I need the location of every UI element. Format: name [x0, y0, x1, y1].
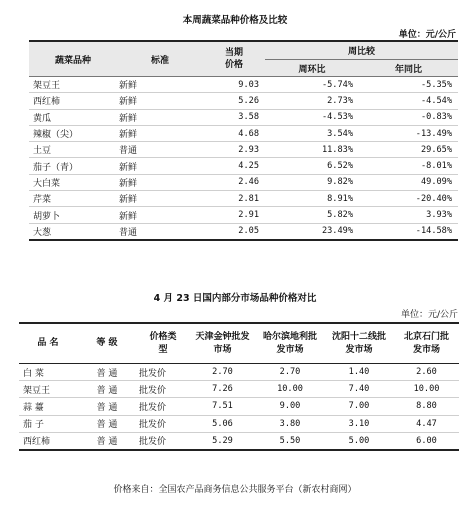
yoy-cell: 3.93%: [359, 207, 458, 223]
yoy-cell: -5.35%: [359, 77, 458, 93]
standard-cell: 新鲜: [117, 125, 203, 141]
table-row: [29, 93, 458, 109]
mom-cell: 11.83%: [265, 142, 359, 158]
beijing-price: 10.00: [394, 381, 459, 398]
table-row: [19, 398, 459, 415]
harbin-price: 10.00: [256, 381, 324, 398]
header-price: 当期 价格: [203, 41, 265, 77]
header-standard: 标准: [117, 41, 203, 77]
price-cell: 2.05: [203, 223, 265, 240]
table-row: [19, 432, 459, 450]
harbin-price: 3.80: [256, 415, 324, 432]
yoy-cell: -13.49%: [359, 125, 458, 141]
harbin-price: 9.00: [256, 398, 324, 415]
table-row: [29, 109, 458, 125]
standard-cell: 新鲜: [117, 109, 203, 125]
grade-cell: 普 通: [77, 364, 137, 381]
shenyang-price: 1.40: [324, 364, 394, 381]
harbin-price: 2.70: [256, 364, 324, 381]
price-cell: 5.26: [203, 93, 265, 109]
table-row: [19, 381, 459, 398]
header-mom: 周环比: [265, 60, 359, 77]
header-beijing-market: 北京石门批发市场: [394, 323, 459, 364]
header-product: 品 名: [19, 323, 77, 364]
grade-cell: 普 通: [77, 415, 137, 432]
shenyang-price: 3.10: [324, 415, 394, 432]
price-type-cell: 批发价: [137, 432, 189, 450]
beijing-price: 6.00: [394, 432, 459, 450]
table-row: [29, 191, 458, 207]
vegetable-name: 土豆: [29, 142, 117, 158]
table2-unit: 单位：元/公斤: [400, 310, 458, 320]
tianjin-price: 7.26: [189, 381, 256, 398]
beijing-price: 4.47: [394, 415, 459, 432]
vegetable-name: 架豆王: [29, 77, 117, 93]
table-row: [29, 77, 458, 93]
harbin-price: 5.50: [256, 432, 324, 450]
grade-cell: 普 通: [77, 432, 137, 450]
grade-cell: 普 通: [77, 398, 137, 415]
standard-cell: 新鲜: [117, 207, 203, 223]
table-row: [29, 142, 458, 158]
tianjin-price: 2.70: [189, 364, 256, 381]
table1-title: 本周蔬菜品种价格及比较: [182, 15, 288, 26]
header-yoy: 年同比: [359, 60, 458, 77]
header-vegetable: 蔬菜品种: [29, 41, 117, 77]
yoy-cell: -14.58%: [359, 223, 458, 240]
mom-cell: -4.53%: [265, 109, 359, 125]
product-name: 西红柿: [19, 432, 77, 450]
standard-cell: 新鲜: [117, 93, 203, 109]
mom-cell: 8.91%: [265, 191, 359, 207]
standard-cell: 新鲜: [117, 158, 203, 174]
price-cell: 4.25: [203, 158, 265, 174]
price-cell: 4.68: [203, 125, 265, 141]
mom-cell: 3.54%: [265, 125, 359, 141]
vegetable-name: 芹菜: [29, 191, 117, 207]
mom-cell: -5.74%: [265, 77, 359, 93]
tianjin-price: 5.06: [189, 415, 256, 432]
mom-cell: 9.82%: [265, 174, 359, 190]
vegetable-name: 黄瓜: [29, 109, 117, 125]
source-note: 价格来自：全国农产品商务信息公共服务平台（新农村商网）: [113, 485, 357, 495]
price-cell: 2.93: [203, 142, 265, 158]
table-row: [29, 174, 458, 190]
standard-cell: 新鲜: [117, 77, 203, 93]
header-grade: 等 级: [77, 323, 137, 364]
shenyang-price: 5.00: [324, 432, 394, 450]
price-type-cell: 批发价: [137, 364, 189, 381]
standard-cell: 普通: [117, 223, 203, 240]
vegetable-name: 胡萝卜: [29, 207, 117, 223]
vegetable-name: 大白菜: [29, 174, 117, 190]
price-cell: 2.81: [203, 191, 265, 207]
table-row: [29, 223, 458, 240]
header-price-type: 价格类型: [137, 323, 189, 364]
beijing-price: 2.60: [394, 364, 459, 381]
table-row: [19, 364, 459, 381]
mom-cell: 23.49%: [265, 223, 359, 240]
header-harbin-market: 哈尔滨地利批发市场: [256, 323, 324, 364]
price-cell: 2.46: [203, 174, 265, 190]
yoy-cell: -20.40%: [359, 191, 458, 207]
market-price-table: [19, 322, 459, 451]
shenyang-price: 7.40: [324, 381, 394, 398]
price-type-cell: 批发价: [137, 381, 189, 398]
yoy-cell: -0.83%: [359, 109, 458, 125]
yoy-cell: 49.09%: [359, 174, 458, 190]
standard-cell: 新鲜: [117, 191, 203, 207]
standard-cell: 普通: [117, 142, 203, 158]
vegetable-name: 大葱: [29, 223, 117, 240]
standard-cell: 新鲜: [117, 174, 203, 190]
price-type-cell: 批发价: [137, 415, 189, 432]
product-name: 白 菜: [19, 364, 77, 381]
mom-cell: 6.52%: [265, 158, 359, 174]
yoy-cell: -8.01%: [359, 158, 458, 174]
header-weekly-compare: 周比较: [265, 41, 458, 60]
table1-unit: 单位：元/公斤: [398, 30, 456, 40]
table-row: [19, 415, 459, 432]
weekly-price-table: [29, 40, 458, 241]
vegetable-name: 西红柿: [29, 93, 117, 109]
product-name: 茄 子: [19, 415, 77, 432]
price-cell: 2.91: [203, 207, 265, 223]
vegetable-name: 辣椒（尖）: [29, 125, 117, 141]
header-shenyang-market: 沈阳十二线批发市场: [324, 323, 394, 364]
tianjin-price: 5.29: [189, 432, 256, 450]
mom-cell: 5.82%: [265, 207, 359, 223]
product-name: 架豆王: [19, 381, 77, 398]
mom-cell: 2.73%: [265, 93, 359, 109]
price-cell: 9.03: [203, 77, 265, 93]
yoy-cell: -4.54%: [359, 93, 458, 109]
grade-cell: 普 通: [77, 381, 137, 398]
beijing-price: 8.80: [394, 398, 459, 415]
shenyang-price: 7.00: [324, 398, 394, 415]
table-row: [29, 207, 458, 223]
table-row: [29, 158, 458, 174]
vegetable-name: 茄子（青）: [29, 158, 117, 174]
product-name: 蒜 薹: [19, 398, 77, 415]
tianjin-price: 7.51: [189, 398, 256, 415]
price-type-cell: 批发价: [137, 398, 189, 415]
table-row: [29, 125, 458, 141]
header-tianjin-market: 天津金钟批发市场: [189, 323, 256, 364]
price-cell: 3.58: [203, 109, 265, 125]
yoy-cell: 29.65%: [359, 142, 458, 158]
table2-title: 4 月 23 日国内部分市场品种价格对比: [153, 293, 317, 304]
